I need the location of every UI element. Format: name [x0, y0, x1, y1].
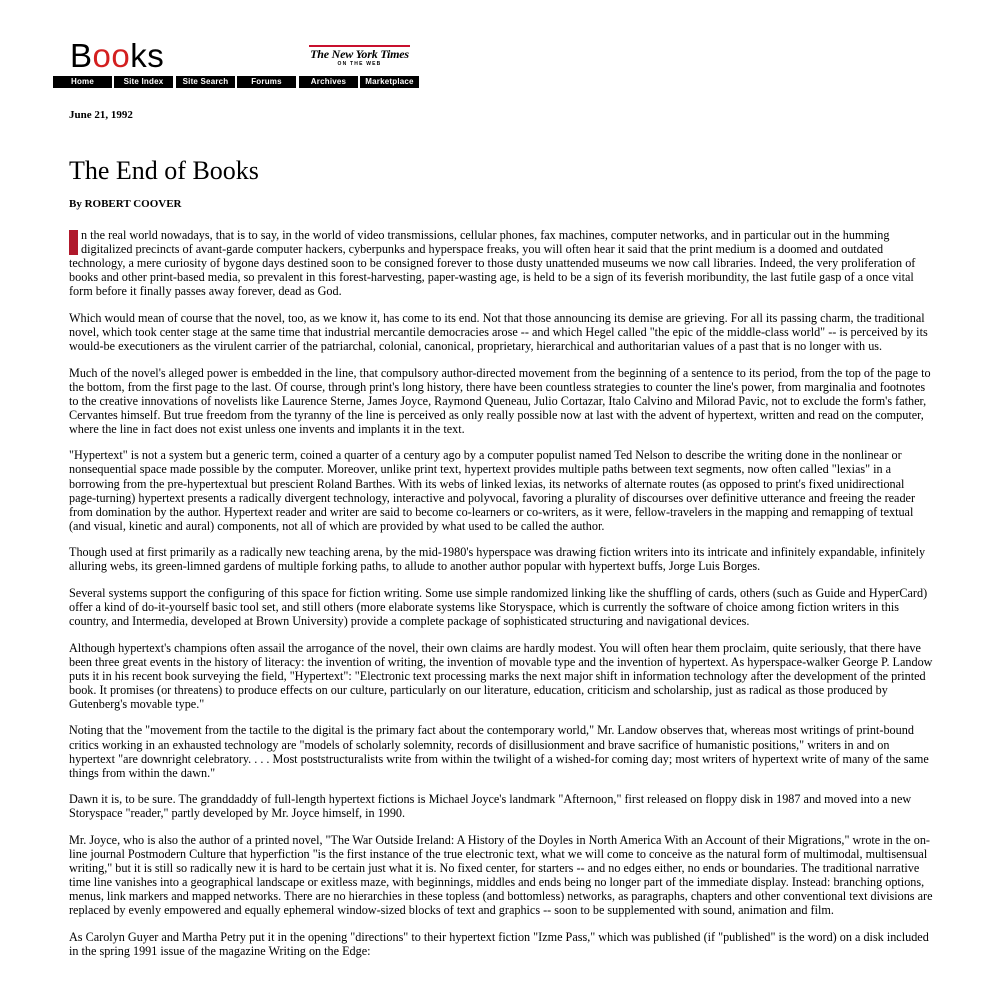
article-byline: By ROBERT COOVER: [69, 198, 182, 210]
books-section-logo[interactable]: [70, 38, 164, 74]
newspaper-subtitle: ON THE WEB: [337, 61, 382, 67]
nav-marketplace-button[interactable]: Marketplace: [360, 76, 419, 88]
article-paragraph: Mr. Joyce, who is also the author of a printed novel, "The War Outside Ireland: A History of the Doyles in North America With an Account of their Migrations," wrote in the on-line journal Postmodern Culture that hyperfiction "is the first instance of the true electronic text, what we will come to conceive as the natural form of multimodal, multisensual writing," but it is still so radically new it is hard to be certain just what it is. No fixed center, for starters -- and no edges either, no ends or boundaries. The traditional narrative time line vanishes into a geographical landscape or exitless maze, with beginnings, middles and ends being no longer part of the immediate display. Instead: branching options, menus, link markers and mapped networks. There are no hierarchies in these topless (and bottomless) networks, as paragraphs, chapters and other conventional text divisions are replaced by evenly empowered and equally ephemeral window-sized blocks of text and graphics -- soon to be supplemented with sound, animation and film.: [69, 832, 933, 918]
drop-cap-i: [69, 230, 78, 255]
nav-forums-button[interactable]: Forums: [237, 76, 296, 88]
nav-home-button[interactable]: Home: [53, 76, 112, 88]
logo-letters-ks: ks: [130, 37, 165, 74]
logo-letter-b: B: [70, 37, 93, 74]
nyt-on-the-web-logo[interactable]: [309, 45, 410, 69]
article-body: [69, 228, 933, 958]
article-title: The End of Books: [69, 156, 259, 185]
article-paragraph: Much of the novel's alleged power is embedded in the line, that compulsory author-directed movement from the beginning of a sentence to its period, from the top of the page to the bottom, from the first page to the last. Of course, through print's long history, there have been countless strategies to counter the line's power, from marginalia and footnotes to the creative innovations of novelists like Laurence Sterne, James Joyce, Raymond Queneau, Julio Cortazar, Italo Calvino and Milorad Pavic, not to exclude the form's father, Cervantes himself. But true freedom from the tyranny of the line is perceived as only really possible now at last with the advent of hypertext, written and read on the computer, where the line in fact does not exist unless one invents and implants it in the text.: [69, 365, 931, 436]
nav-site-index-button[interactable]: Site Index: [114, 76, 173, 88]
article-paragraph: Several systems support the configuring of this space for fiction writing. Some use simple randomized linking like the shuffling of cards, others (such as Guide and HyperCard) offer a kind of do-it-yourself basic tool set, and still others (more elaborate systems like Storyspace, which is currently the software of choice among fiction writers in this country, and Intermedia, developed at Brown University) provide a complete package of sophisticated structuring and navigational devices.: [69, 585, 928, 629]
article-paragraph: Though used at first primarily as a radically new teaching arena, by the mid-1980's hyperspace was drawing fiction writers into its intricate and infinitely expandable, infinitely alluring webs, its green-limned gardens of multiple forking paths, to allude to another author popular with hypertext buffs, Jorge Luis Borges.: [69, 545, 926, 574]
nav-site-search-button[interactable]: Site Search: [176, 76, 235, 88]
article-date: June 21, 1992: [69, 109, 133, 121]
article-paragraph: [69, 228, 933, 298]
nav-archives-button[interactable]: Archives: [299, 76, 358, 88]
article: [69, 108, 933, 970]
newspaper-name: The New York Times: [310, 47, 409, 61]
article-paragraph: Noting that the "movement from the tactile to the digital is the primary fact about the contemporary world," Mr. Landow observes that, whereas most writings of print-bound critics working in an exhausted technology are "models of scholarly solemnity, records of disillusionment and brave sacrifice of humanistic positions," writers in and on hypertext "are downright celebratory. . . . Most poststructuralists write from within the twilight of a wished-for coming day; most writers of hypertext write of many of the same things from within the dawn.": [69, 723, 929, 780]
article-paragraph: As Carolyn Guyer and Martha Petry put it in the opening "directions" to their hypertext fiction "Izme Pass," which was published (if "published" is the word) on a disk included in the spring 1991 issue of the magazine Writing on the Edge:: [69, 929, 929, 958]
paragraph-text: n the real world nowadays, that is to say, in the world of video transmissions, cellular phones, fax machines, computer networks, and in particular out in the humming digitalized precincts of avant-garde computer hackers, cyberpunks and hyperspace freaks, you will often hear it said that the print medium is a doomed and outdated technology, a mere curiosity of bygone days destined soon to be consigned forever to those dusty unattended museums we now call libraries. Indeed, the very proliferation of books and other print-based media, so prevalent in this forest-harvesting, paper-wasting age, is held to be a sign of its feverish moribundity, the last futile gasp of a once vital form before it finally passes away forever, dead as God.: [69, 228, 916, 299]
article-paragraph: Although hypertext's champions often assail the arrogance of the novel, their own claims are hardly modest. You will often hear them proclaim, quite seriously, that there have been three great events in the history of literacy: the invention of writing, the invention of movable type and the invention of hypertext. As hyperspace-walker George P. Landow puts it in his recent book surveying the field, "Hypertext": "Electronic text processing marks the next major shift in information technology after the development of the printed book. It promises (or threatens) to produce effects on our culture, particularly on our literature, education, criticism and scholarship, just as radical as those produced by Gutenberg's movable type.": [69, 640, 933, 711]
article-paragraph: "Hypertext" is not a system but a generic term, coined a quarter of a century ago by a computer populist named Ted Nelson to describe the writing done in the nonlinear or nonsequential space made possible by the computer. Moreover, unlike print text, hypertext provides multiple paths between text segments, now often called "lexias" in a borrowing from the pre-hypertextual but prescient Roland Barthes. With its webs of linked lexias, its networks of alternate routes (as opposed to print's fixed unidirectional page-turning) hypertext presents a radically divergent technology, interactive and polyvocal, favoring a plurality of discourses over definitive utterance and freeing the reader from domination by the author. Hypertext reader and writer are said to become co-learners or co-writers, as it were, fellow-travelers in the mapping and remapping of textual (and visual, kinetic and aural) components, not all of which are provided by what used to be called the author.: [69, 448, 916, 533]
article-paragraph: Dawn it is, to be sure. The granddaddy of full-length hypertext fictions is Michael Joyce's landmark "Afternoon," first released on floppy disk in 1987 and moved into a new Storyspace "reader," partly developed by Mr. Joyce himself, in 1990.: [69, 792, 912, 821]
site-nav-bar: [53, 76, 419, 88]
logo-letters-oo: oo: [92, 37, 131, 74]
article-paragraph: Which would mean of course that the novel, too, as we know it, has come to its end. Not that those announcing its demise are grieving. For all its passing charm, the traditional novel, which took center stage at the same time that industrial mercantile democracies arose -- and which Hegel called "the epic of the middle-class world" -- is perceived by its would-be executioners as the virulent carrier of the patriarchal, colonial, canonical, proprietary, hierarchical and authoritarian values of a past that is no longer with us.: [69, 310, 928, 354]
masthead: [53, 38, 419, 90]
